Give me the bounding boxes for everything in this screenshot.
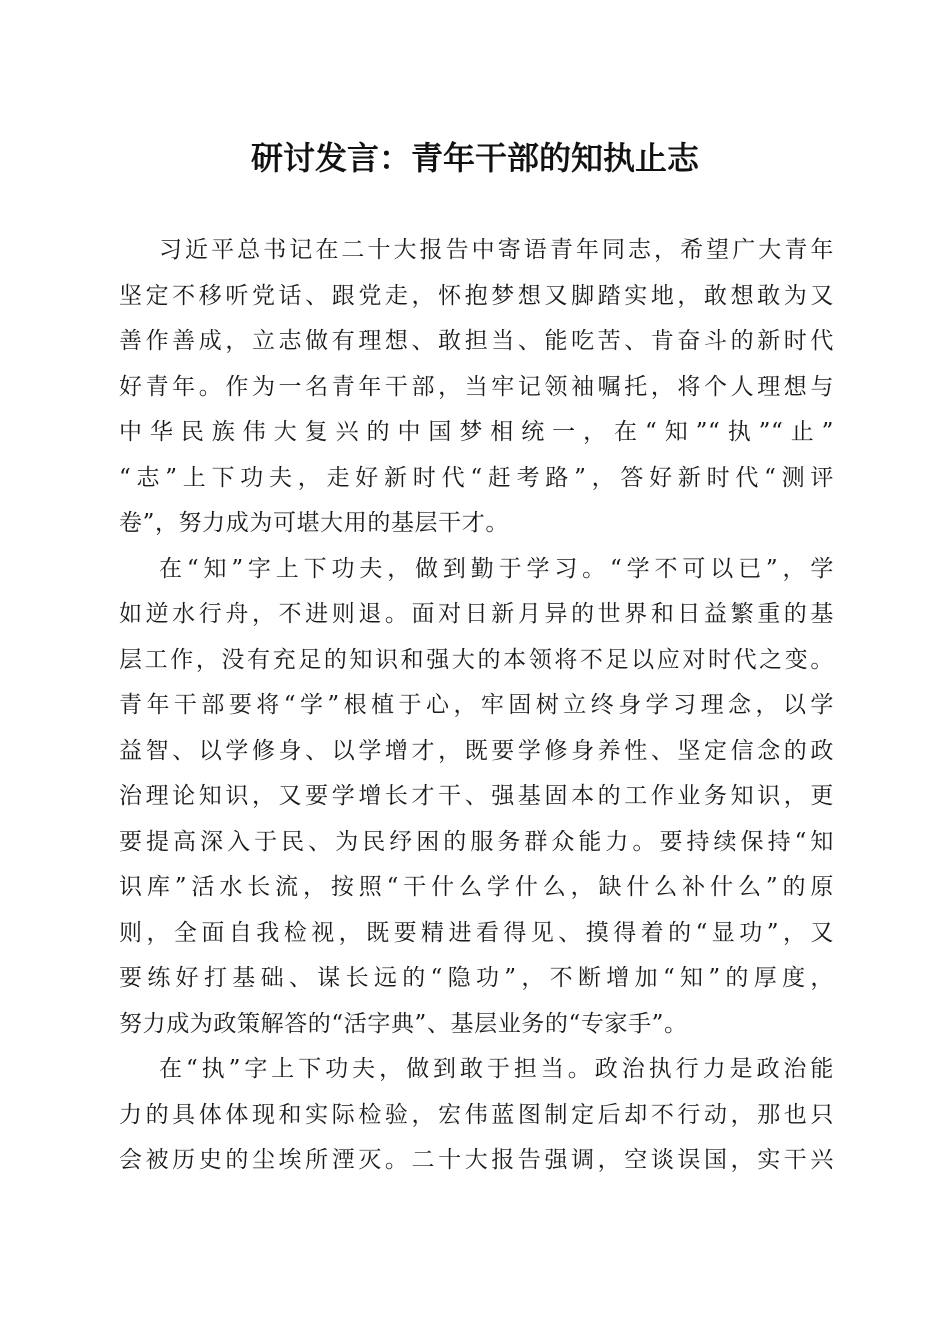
paragraph-line: 青年干部要将“学”根植于心，牢固树立终身学习理念，以学	[119, 692, 834, 718]
paragraph-line: 努力成为政策解答的“活字典”、基层业务的“专家手”。	[119, 1010, 688, 1037]
paragraph-line: 善作善成，立志做有理想、敢担当、能吃苦、肯奋斗的新时代	[119, 328, 834, 354]
paragraph-line: 卷”，努力成为可堪大用的基层干才。	[119, 510, 509, 536]
paragraph-line: 力的具体体现和实际检验，宏伟蓝图制定后却不行动，那也只	[119, 1101, 834, 1128]
document-title: 研讨发言：青年干部的知执止志	[250, 139, 699, 177]
paragraph-line: 要提高深入于民、为民纾困的服务群众能力。要持续保持“知	[119, 828, 834, 855]
paragraph-line: 识库”活水长流，按照“干什么学什么，缺什么补什么”的原	[119, 874, 834, 900]
paragraph-line: 则，全面自我检视，既要精进看得见、摸得着的“显功”，又	[119, 919, 834, 946]
paragraph-line: 治理论知识，又要学增长才干、强基固本的工作业务知识，更	[119, 783, 834, 809]
paragraph-line: 在“知”字上下功夫，做到勤于学习。“学不可以已”，学	[159, 555, 834, 582]
document-body	[119, 228, 834, 1184]
paragraph-line: 中华民族伟大复兴的中国梦相统一，在“知”“执”“止”	[119, 419, 834, 445]
paragraph-line: 要练好打基础、谋长远的“隐功”，不断增加“知”的厚度，	[119, 965, 834, 991]
paragraph-line: 会被历史的尘埃所湮灭。二十大报告强调，空谈误国，实干兴	[119, 1147, 834, 1173]
paragraph-line: 如逆水行舟，不进则退。面对日新月异的世界和日益繁重的基	[119, 601, 834, 627]
paragraph-line: 在“执”字上下功夫，做到敢于担当。政治执行力是政治能	[159, 1056, 834, 1082]
paragraph-line: 坚定不移听党话、跟党走，怀抱梦想又脚踏实地，敢想敢为又	[119, 282, 834, 309]
paragraph-line: 益智、以学修身、以学增才，既要学修身养性、坚定信念的政	[119, 737, 834, 764]
paragraph-line: 层工作，没有充足的知识和强大的本领将不足以应对时代之变。	[119, 646, 834, 673]
paragraph-line: “志”上下功夫，走好新时代“赶考路”，答好新时代“测评	[119, 464, 834, 491]
paragraph-line: 习近平总书记在二十大报告中寄语青年同志，希望广大青年	[159, 237, 834, 263]
paragraph-line: 好青年。作为一名青年干部，当牢记领袖嘱托，将个人理想与	[119, 373, 834, 400]
